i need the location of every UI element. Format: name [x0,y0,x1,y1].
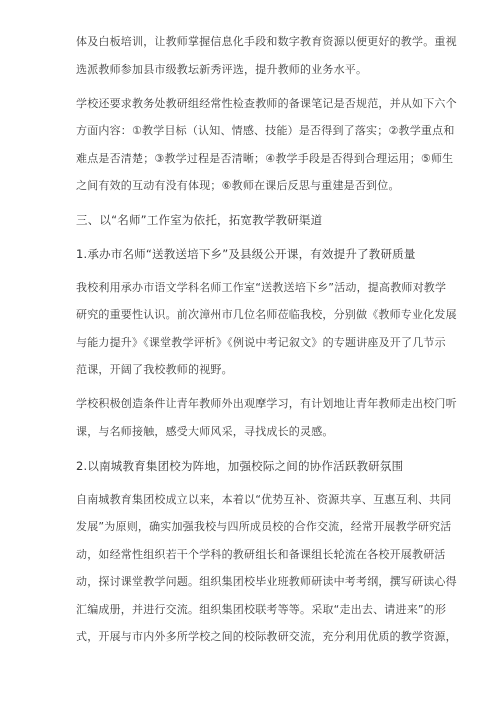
text-line: 难点是否清楚；③教学过程是否清晰；④教学手段是否得到合理运用；⑤师生 [76,152,454,165]
text-line: 动，如经常性组织若干个学科的教研组长和备课组长轮流在各校开展教研活 [76,548,446,561]
text-line: 之间有效的互动有没有体现；⑥教师在课后反思与重建是否到位。 [76,179,400,192]
text-line: 方面内容：①教学目标（认知、情感、技能）是否得到了落实；②教学重点和 [76,124,455,137]
subsection-heading: 1.承办市名师“送教送培下乡”及县级公开课，有效提升了教研质量 [76,247,416,261]
text-line: 与能力提升》《课堂教学评析》《例说中考记叙文》的专题讲座及开了几节示 [76,336,446,349]
text-line: 我校利用承办市语文学科名师工作室“送教送培下乡”活动，提高教师对教学 [76,281,447,294]
section-heading: 三、以“名师”工作室为依托，拓宽教学教研渠道 [76,213,323,227]
text-line: 自南城教育集团校成立以来，本着以“优势互补、资源共享、互惠互利、共同 [76,493,452,506]
text-line: 选派教师参加县市级教坛新秀评选，提升教师的业务水平。 [76,63,368,76]
text-line: 式，开展与市内外多所学校之间的校际教研交流，充分利用优质的教学资源， [76,630,457,643]
text-line: 研究的重要性认识。前次漳州市几位名师莅临我校，分别做《教师专业化发展 [76,308,457,321]
text-line: 发展”为原则，确实加强我校与四所成员校的合作交流，经常开展教学研究活 [76,520,452,533]
subsection-heading: 2.以南城教育集团校为阵地，加强校际之间的协作活跃教研氛围 [76,459,404,473]
text-line: 课，与名师接触，感受大师风采，寻找成长的灵感。 [76,425,334,438]
text-line: 学校还要求教务处教研组经常性检查教师的备课笔记是否规范，并从如下六个 [76,97,457,110]
text-line: 范课，开阔了我校教师的视野。 [76,363,233,376]
text-line: 学校积极创造条件让青年教师外出观摩学习，有计划地让青年教师走出校门听 [76,397,457,410]
text-line: 动，探讨课堂教学问题。组织集团校毕业班教师研读中考考纲，撰写研读心得 [76,575,457,588]
text-line: 汇编成册，并进行交流。组织集团校联考等等。采取“走出去、请进来”的形 [76,603,447,616]
text-line: 体及白板培训，让教师掌握信息化手段和数字教育资源以便更好的教学。重视 [76,35,457,48]
